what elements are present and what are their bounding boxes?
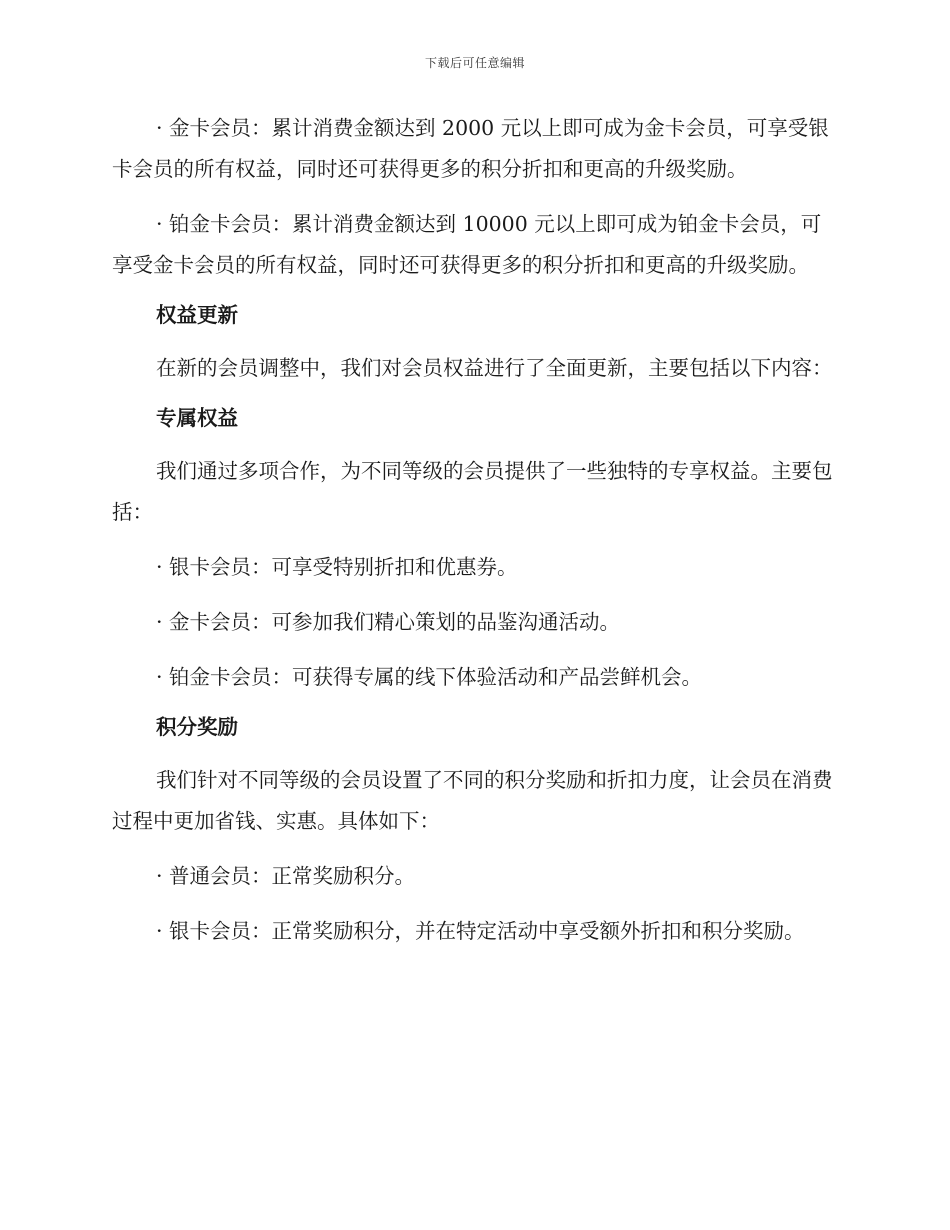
list-item-silver-points: · 银卡会员：正常奖励积分，并在特定活动中享受额外折扣和积分奖励。 <box>156 919 805 943</box>
list-item-regular-points: · 普通会员：正常奖励积分。 <box>156 864 416 888</box>
paragraph-exclusive-benefits: 我们通过多项合作，为不同等级的会员提供了一些独特的专享权益。主要包括： <box>112 459 833 524</box>
paragraph-benefit-update: 在新的会员调整中，我们对会员权益进行了全面更新，主要包括以下内容： <box>156 356 833 380</box>
list-item-platinum-card: · 铂金卡会员：累计消费金额达到 10000 元以上即可成为铂金卡会员，可享受金卡会员的所有权益，同时还可获得更多的积分折扣和更高的升级奖励。 <box>112 212 822 277</box>
list-item-silver-exclusive: · 银卡会员：可享受特别折扣和优惠券。 <box>156 555 518 579</box>
list-item-gold-card: · 金卡会员：累计消费金额达到 2000 元以上即可成为金卡会员，可享受银卡会员的所有权益，同时还可获得更多的积分折扣和更高的升级奖励。 <box>112 116 829 181</box>
document-body <box>112 108 836 966</box>
list-item-gold-exclusive: · 金卡会员：可参加我们精心策划的品鉴沟通活动。 <box>156 610 621 634</box>
list-item-platinum-exclusive: · 铂金卡会员：可获得专属的线下体验活动和产品尝鲜机会。 <box>156 665 703 689</box>
page-header-note: 下载后可任意编辑 <box>424 56 525 70</box>
paragraph-points-rewards: 我们针对不同等级的会员设置了不同的积分奖励和折扣力度，让会员在消费过程中更加省钱、实惠。具体如下： <box>112 768 833 833</box>
section-heading-exclusive-benefits: 专属权益 <box>156 406 238 430</box>
section-heading-points-rewards: 积分奖励 <box>156 715 238 739</box>
section-heading-benefit-update: 权益更新 <box>156 303 238 327</box>
